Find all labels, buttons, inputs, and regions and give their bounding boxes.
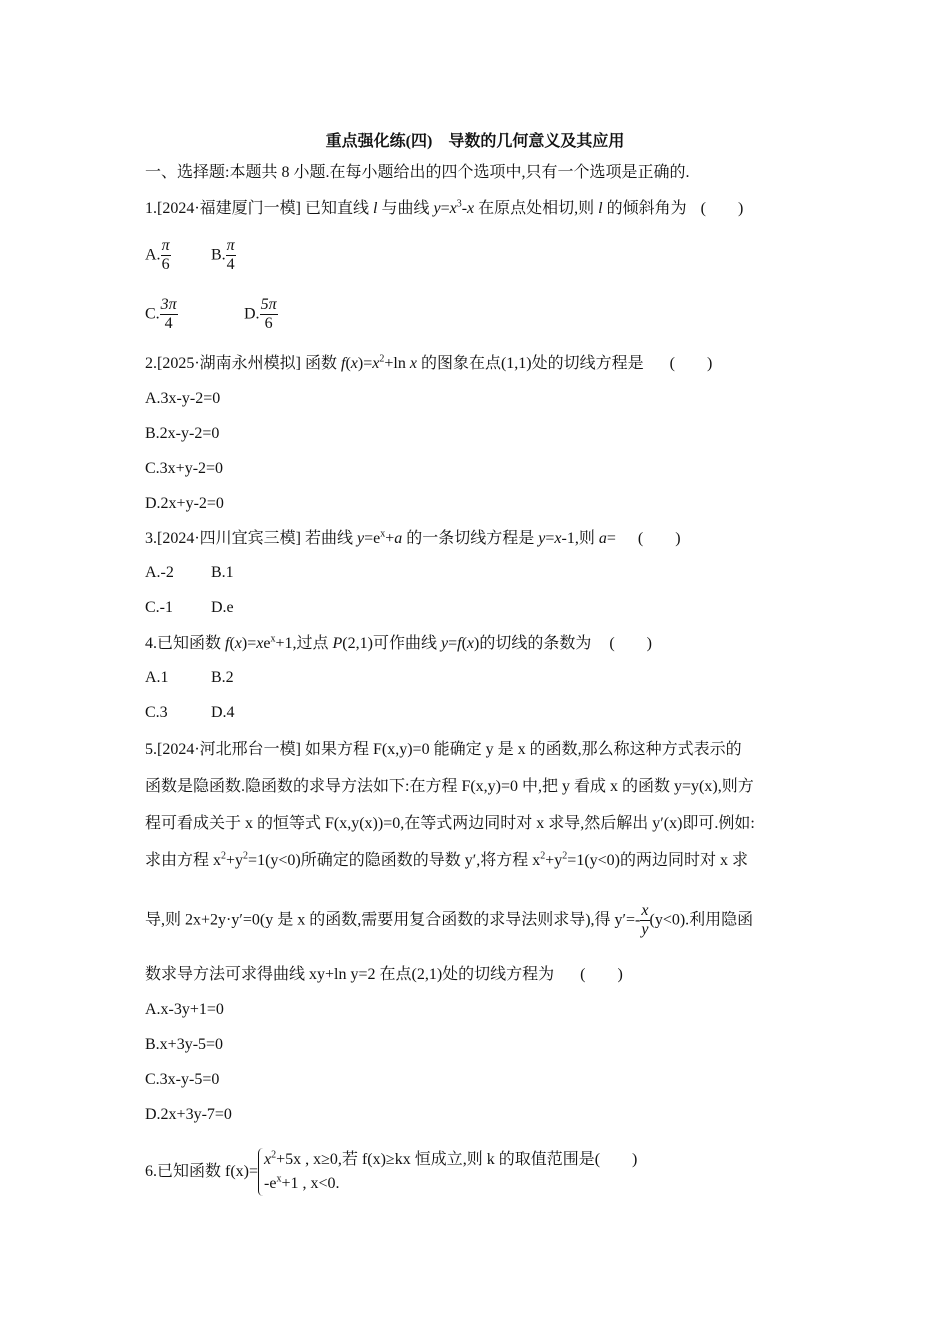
fraction: $\frac{3\pi}{4}$ [160, 296, 177, 332]
fraction: $\frac{5\pi}{6}$ [260, 296, 277, 332]
q2-option-a: A.3x-y-2=0 [145, 390, 221, 407]
q6-text: 6.已知函数 f(x)= [145, 1163, 259, 1180]
q1-text: 的倾斜角为 [602, 200, 687, 217]
q1-text: 1.[2024·福建厦门一模] 已知直线 [145, 200, 373, 217]
q6-text: 若 f(x)≥kx 恒成立,则 k 的取值范围是 [341, 1151, 595, 1168]
q5-option-c: C.3x-y-5=0 [145, 1071, 220, 1088]
q1-var-l: l [598, 200, 603, 217]
q4-option-c: C.3 [145, 704, 168, 721]
q1-option-d: D. $\frac{5\pi}{6}$ [244, 296, 277, 332]
q1-option-a: A. $\frac{\pi}{6}$ [145, 237, 170, 273]
answer-paren: ( ) [700, 200, 744, 217]
question-3: 3.[2024·四川宜宾三模] 若曲线 $y=e^x+a$ 的一条切线方程是 y=x-1,则 a= ( ) [145, 528, 681, 547]
question-4: 4.已知函数 $f(x)=xe^x+1$,过点 P(2,1)可作曲线 y=f(x)的切线的条数为 ( ) [145, 633, 653, 652]
q3-option-b: B.1 [211, 564, 234, 581]
q4-option-b: B.2 [211, 669, 234, 686]
q4-option-a: A.1 [145, 669, 169, 686]
question-6 [145, 1148, 637, 1200]
q1-var: x [449, 200, 457, 217]
fraction: $\frac{x}{y}$ [641, 902, 649, 938]
q5-option-a: A.x-3y+1=0 [145, 1001, 224, 1018]
question-5-line-4: 求由方程 $x^2+y^2=1(y<0)$所确定的隐函数的导数 y′,将方程 $x^2+y^2=1(y<0)$的两边同时对 x 求 [145, 850, 749, 869]
question-5-line-3: 程可看成关于 x 的恒等式 F(x,y(x))=0,在等式两边同时对 x 求导,然后解出 y′(x)即可.例如: [145, 815, 755, 832]
q1-var-l: l [373, 200, 378, 217]
fraction: $\frac{\pi}{6}$ [161, 237, 170, 273]
answer-paren: ( ) [594, 1151, 638, 1168]
fraction: $\frac{\pi}{4}$ [226, 237, 235, 273]
q1-option-c: C. $\frac{3\pi}{4}$ [145, 296, 177, 332]
section-heading: 一、选择题:本题共 8 小题.在每小题给出的四个选项中,只有一个选项是正确的. [145, 164, 690, 181]
q1-text: 在原点处相切,则 [474, 200, 599, 217]
q5-option-b: B.x+3y-5=0 [145, 1036, 224, 1053]
question-5-line-6: 数求导方法可求得曲线 xy+ln y=2 在点(2,1)处的切线方程为 ( ) [145, 966, 623, 983]
q3-option-d: D.e [211, 599, 234, 616]
question-5-line-5: 导,则 2x+2y·y′=0(y 是 x 的函数,需要用复合函数的求导法则求导),得 y′=- $\frac{x}{y}$ (y<0).利用隐函 [145, 902, 754, 938]
q1-text: - [461, 200, 468, 217]
q3-option-a: A.-2 [145, 564, 174, 581]
question-1 [145, 199, 743, 219]
question-2: 2.[2025·湖南永州模拟] 函数 $f(x)=x^2+\ln$ x 的图象在点(1,1)处的切线方程是 ( ) [145, 353, 713, 372]
question-5-line-2: 函数是隐函数.隐函数的求导方法如下:在方程 F(x,y)=0 中,把 y 看成 x 的函数 y=y(x),则方 [145, 778, 754, 795]
q2-option-c: C.3x+y-2=0 [145, 460, 224, 477]
q4-option-d: D.4 [211, 704, 235, 721]
q1-exponent: 3 [456, 198, 462, 210]
q1-var: y [433, 200, 441, 217]
answer-paren: ( ) [580, 966, 623, 983]
piecewise-brace: $x^2+5x$ , x≥0, $-e^x+1$ , x<0. [258, 1148, 342, 1196]
page-title: 重点强化练(四) 导数的几何意义及其应用 [325, 133, 625, 150]
q2-option-b: B.2x-y-2=0 [145, 425, 220, 442]
question-5-line-1: 5.[2024·河北邢台一模] 如果方程 F(x,y)=0 能确定 y 是 x 的函数,那么称这种方式表示的 [145, 741, 742, 758]
q5-option-d: D.2x+3y-7=0 [145, 1106, 232, 1123]
q3-option-c: C.-1 [145, 599, 173, 616]
q1-var: x [467, 200, 475, 217]
q1-text: 与曲线 [377, 200, 434, 217]
answer-paren: ( ) [637, 530, 681, 547]
answer-paren: ( ) [609, 635, 653, 652]
q1-text: = [440, 200, 450, 217]
q2-option-d: D.2x+y-2=0 [145, 495, 224, 512]
answer-paren: ( ) [669, 355, 713, 372]
q1-option-b: B. $\frac{\pi}{4}$ [211, 237, 235, 273]
